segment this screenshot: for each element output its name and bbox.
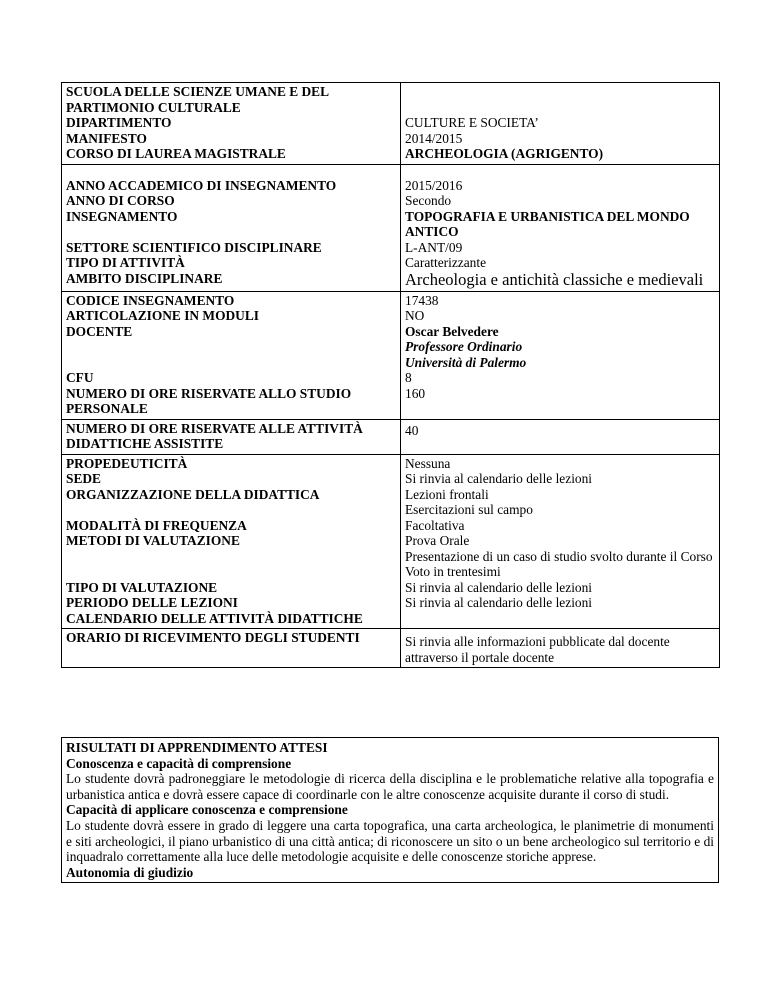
- label-manifesto: MANIFESTO: [66, 130, 147, 146]
- table-row: [62, 164, 720, 291]
- label-insegnamento: INSEGNAMENTO: [66, 208, 178, 224]
- label-metodi-valutazione: METODI DI VALUTAZIONE: [66, 533, 240, 548]
- label-propedeuticita: PROPEDEUTICITÀ: [66, 455, 188, 471]
- value-docente-ateneo: Università di Palermo: [405, 354, 527, 370]
- value-docente-nome: Oscar Belvedere: [405, 323, 499, 339]
- value-ore-studio: 160: [405, 385, 426, 401]
- value-tipo-valutazione: Voto in trentesimi: [405, 564, 501, 579]
- value-cell: [401, 83, 720, 165]
- table-row: [62, 629, 720, 668]
- label-cell: [62, 164, 401, 291]
- label-scuola: SCUOLA DELLE SCIENZE UMANE E DEL PARTIMONIO CULTURALE: [66, 84, 329, 115]
- label-cell: [62, 419, 401, 454]
- label-tipo-attivita: TIPO DI ATTIVITÀ: [66, 255, 185, 270]
- label-sede: SEDE: [66, 471, 101, 486]
- label-dipartimento: DIPARTIMENTO: [66, 115, 172, 130]
- value-articolazione: NO: [405, 308, 425, 323]
- label-cell: [62, 291, 401, 419]
- label-calendario-attivita: CALENDARIO DELLE ATTIVITÀ DIDATTICHE: [66, 610, 363, 626]
- label-tipo-valutazione: TIPO DI VALUTAZIONE: [66, 579, 218, 595]
- table-row: [62, 454, 720, 629]
- label-ambito: AMBITO DISCIPLINARE: [66, 270, 223, 286]
- value-organizzazione-1: Lezioni frontali: [405, 486, 489, 502]
- value-cell: [401, 419, 720, 454]
- label-periodo-lezioni: PERIODO DELLE LEZIONI: [66, 595, 238, 610]
- value-cell: [401, 454, 720, 629]
- label-ore-assistite: NUMERO DI ORE RISERVATE ALLE ATTIVITÀ DIDATTICHE ASSISTITE: [66, 420, 363, 451]
- value-settore: L-ANT/09: [405, 239, 463, 255]
- section-title-applicare: Capacità di applicare conoscenza e comprensione: [66, 802, 348, 818]
- value-corso-di-laurea: ARCHEOLOGIA (AGRIGENTO): [405, 146, 604, 161]
- label-cfu: CFU: [66, 370, 94, 385]
- label-cell: [62, 83, 401, 165]
- value-calendario-attivita: Si rinvia al calendario delle lezioni: [405, 595, 593, 610]
- label-anno-accademico: ANNO ACCADEMICO DI INSEGNAMENTO: [66, 177, 337, 193]
- value-propedeuticita: Nessuna: [405, 455, 451, 471]
- value-metodi-1: Prova Orale: [405, 533, 470, 548]
- label-cell: [62, 629, 401, 668]
- label-orario-ricevimento: ORARIO DI RICEVIMENTO DEGLI STUDENTI: [66, 630, 360, 645]
- value-frequenza: Facoltativa: [405, 517, 465, 533]
- label-frequenza: MODALITÀ DI FREQUENZA: [66, 517, 247, 533]
- learning-outcomes-box: [61, 737, 719, 883]
- value-anno-accademico: 2015/2016: [405, 177, 463, 193]
- value-cell: [401, 164, 720, 291]
- label-articolazione: ARTICOLAZIONE IN MODULI: [66, 308, 259, 323]
- value-manifesto: 2014/2015: [405, 130, 463, 146]
- label-cell: [62, 454, 401, 629]
- value-cell: [401, 629, 720, 668]
- label-organizzazione: ORGANIZZAZIONE DELLA DIDATTICA: [66, 486, 320, 502]
- table-row: [62, 83, 720, 165]
- label-corso-di-laurea: CORSO DI LAUREA MAGISTRALE: [66, 146, 286, 161]
- label-docente: DOCENTE: [66, 323, 133, 339]
- value-ore-assistite: 40: [405, 422, 419, 438]
- section-text-applicare: Lo studente dovrà essere in grado di leggere una carta topografica, una carta archeologica, le planimetrie di monumenti e siti archeologici, il piano urbanistico di una città antica; di riconoscere un sito o un bene archeologico sul territorio e di inquadralo correttamente alla luce delle metodologie acquisite e delle conoscenze storiche apprese.: [66, 817, 714, 865]
- value-dipartimento: CULTURE E SOCIETA’: [405, 115, 539, 130]
- table-row: [62, 419, 720, 454]
- value-docente-ruolo: Professore Ordinario: [405, 339, 523, 354]
- value-orario-ricevimento: Si rinvia alle informazioni pubblicate dal docente attraverso il portale docente: [405, 634, 670, 665]
- value-sede: Si rinvia al calendario delle lezioni: [405, 471, 593, 486]
- label-settore: SETTORE SCIENTIFICO DISCIPLINARE: [66, 239, 322, 255]
- results-heading: RISULTATI DI APPRENDIMENTO ATTESI: [66, 740, 328, 755]
- label-ore-studio: NUMERO DI ORE RISERVATE ALLO STUDIO PERSONALE: [66, 385, 352, 416]
- section-title-conoscenza: Conoscenza e capacità di comprensione: [66, 755, 292, 771]
- value-organizzazione-2: Esercitazioni sul campo: [405, 502, 533, 517]
- label-codice: CODICE INSEGNAMENTO: [66, 292, 235, 308]
- value-insegnamento: TOPOGRAFIA E URBANISTICA DEL MONDO ANTICO: [405, 208, 690, 239]
- value-cfu: 8: [405, 370, 412, 385]
- course-info-table: [61, 82, 720, 668]
- table-row: [62, 291, 720, 419]
- label-anno-di-corso: ANNO DI CORSO: [66, 193, 175, 208]
- value-anno-di-corso: Secondo: [405, 193, 452, 208]
- value-metodi-2: Presentazione di un caso di studio svolto durante il Corso: [405, 548, 713, 564]
- value-codice: 17438: [405, 292, 439, 308]
- value-periodo-lezioni: Si rinvia al calendario delle lezioni: [405, 579, 593, 595]
- value-tipo-attivita: Caratterizzante: [405, 255, 487, 270]
- value-cell: [401, 291, 720, 419]
- value-ambito: Archeologia e antichità classiche e medievali: [405, 269, 704, 289]
- section-title-autonomia: Autonomia di giudizio: [66, 864, 194, 880]
- section-text-conoscenza: Lo studente dovrà padroneggiare le metodologie di ricerca della disciplina e le problematiche relative alla topografia e urbanistica antica e dovrà essere capace di coordinarle con le altre conoscenze acquisite durante il corso di studi.: [66, 771, 714, 802]
